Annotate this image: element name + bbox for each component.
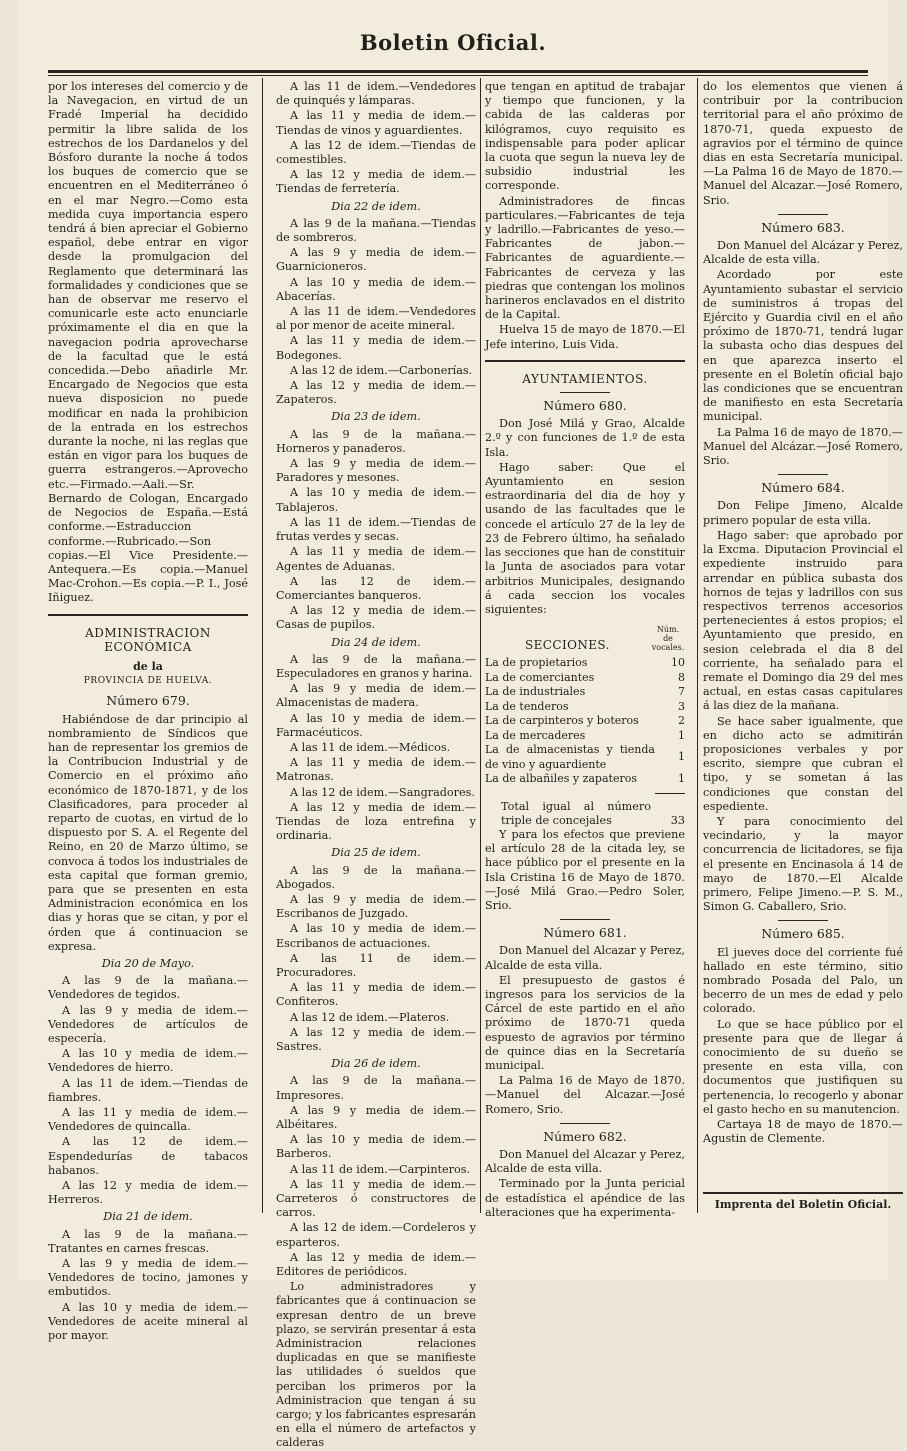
schedule-list [276, 80, 476, 197]
section-vocales: 8 [678, 670, 685, 684]
notice-heading: Don José Milá y Grao, Alcalde 2.º y con funciones de 1.º de esta Isla. [485, 417, 685, 459]
schedule-item: A las 10 y media de idem.—Vendedores de hierro. [48, 1047, 248, 1075]
section-row [485, 729, 685, 744]
schedule-item: A las 11 y media de idem.—Confiteros. [276, 981, 476, 1009]
day-heading: Dia 20 de Mayo. [101, 956, 195, 970]
notice-heading: Don Manuel del Alcázar y Perez, Alcalde de esta villa. [703, 239, 903, 267]
schedule-item: A las 12 de idem.—Cordeleros y esparteros. [276, 1221, 476, 1249]
section-rule [485, 360, 685, 362]
section-title: AYUNTAMIENTOS. [522, 371, 648, 386]
notice-number: Número 685. [761, 926, 845, 942]
schedule-item: A las 9 de la mañana.—Impresores. [276, 1074, 476, 1102]
notice-body: Lo que se hace público por el presente para que de llegar á conocimiento de su dueño se presente en esta villa, con documentos que justifiquen su pertenencia, lo recogerlo y abonar el gasto hecho en su manutencion. [703, 1017, 903, 1116]
section-name: La de almacenistas y tienda de vino y aguardiente [485, 743, 655, 771]
schedule-item: A las 9 y media de idem.—Almacenistas de madera. [276, 682, 476, 710]
schedule-item: A las 11 de idem.—Vendedores al por menor de aceite mineral. [276, 305, 476, 333]
schedule-list [276, 653, 476, 844]
section-row [485, 714, 685, 729]
schedule-item: A las 11 de idem.—Carpinteros. [290, 1162, 471, 1176]
schedule-item: A las 9 y media de idem.—Escribanos de Juzgado. [276, 892, 476, 921]
signature: Cartaya 18 de mayo de 1870.—Agustin de Clemente. [703, 1118, 903, 1146]
day-heading: Dia 25 de idem. [331, 846, 421, 860]
schedule-item: A las 12 de idem.—Plateros. [290, 1010, 450, 1024]
top-rule [48, 70, 868, 76]
schedule-item: A las 11 y media de idem.—Matronas. [276, 756, 476, 784]
schedule-item: A las 11 de idem.—Procuradores. [276, 951, 476, 979]
notice-number: Número 682. [543, 1128, 627, 1144]
section-title: ADMINISTRACION ECONÓMICA [85, 625, 211, 654]
article-continuation: que tengan en aptitud de trabajar y tiempo que funcionen, y la cabida de las calderas por kilógramos, cuyo requisito es indispensable para poder aplicar la cuota que segun la nueva ley de subsidio industrial les corresponde. [485, 80, 685, 193]
schedule-item: A las 11 de idem.—Vendedores de quinqués y lámparas. [276, 80, 476, 108]
notice-number: Número 683. [761, 219, 845, 235]
signature: La Palma 16 de Mayo de 1870.—Manuel del Alcazar.—José Romero, Srio. [485, 1074, 685, 1116]
schedule-item: A las 9 y media de idem.—Guarnicioneros. [276, 246, 476, 274]
schedule-item: A las 11 de idem.—Tiendas de fiambres. [48, 1076, 248, 1104]
notice-body: Terminado por la Junta pericial de estadística el apéndice de las alteraciones que ha experimenta- [485, 1177, 685, 1219]
schedule-item: A las 11 y media de idem.—Tiendas de vinos y aguardientes. [276, 109, 476, 137]
section-row [485, 743, 685, 772]
notice-number: Número 684. [761, 480, 845, 496]
section-row [485, 671, 685, 686]
section-vocales: 7 [678, 685, 685, 699]
section-name: La de propietarios [485, 656, 588, 670]
notice-body: Habiéndose de dar principio al nombramiento de Síndicos que han de representar los gremios de la Contribucion Industrial y de Comercio en el próximo año económico de 1870-1871, y de los Clasificadores, para proceder al reparto de cuotas, en virtud de lo dispuesto por S. A. el Regente del Reino, en 20 de Marzo último, se convoca á todos los industriales de esta capital que forman gremio, para que se presenten en esta Administracion económica en los dias y horas que se citan, y por el órden que á continuacion se expresa. [48, 712, 248, 953]
short-rule [655, 793, 685, 794]
schedule-item: A las 12 y media de idem.—Tiendas de loza entrefina y ordinaria. [276, 800, 476, 843]
schedule-item: A las 12 de idem.—Comerciantes banqueros. [276, 574, 476, 602]
section-vocales: 1 [678, 772, 685, 786]
column-2 [276, 80, 476, 1450]
schedule-item: A las 9 de la mañana.—Horneros y panaderos. [276, 427, 476, 455]
sections-header [485, 625, 685, 652]
day-heading: Dia 24 de idem. [331, 635, 421, 649]
schedule-item: A las 10 y media de idem.—Escribanos de actuaciones. [276, 922, 476, 950]
sections-table [485, 656, 685, 787]
short-rule [560, 392, 610, 393]
column-divider [480, 78, 481, 1213]
section-name: La de albañiles y zapateros [485, 772, 637, 786]
notice-body: Hago saber: que aprobado por la Excma. Diputacion Provincial el expediente instruido para arrendar en pública subasta dos hornos de tejas y ladrillos con sus respectivos terrenos accesorios pertenecientes á estos propios; el Ayuntamiento que presido, en sesion celebrada el dia 8 del corriente, ha señalado para el remate el Domingo dia 29 del mes actual, en estas casas capitulares á las diez de la mañana. [703, 528, 903, 713]
day-heading: Dia 26 de idem. [331, 1057, 421, 1071]
short-rule [560, 919, 610, 920]
section-name: La de mercaderes [485, 728, 586, 742]
schedule-item: A las 10 y media de idem.—Farmacéuticos. [276, 711, 476, 739]
section-vocales: 1 [678, 728, 685, 742]
schedule-item: A las 10 y media de idem.—Tablajeros. [276, 486, 476, 514]
sections-title: SECCIONES. [525, 637, 610, 652]
schedule-item: A las 9 de la mañana.—Abogados. [276, 863, 476, 891]
schedule-item: A las 12 de idem.—Espendedurías de tabacos habanos. [48, 1135, 248, 1177]
schedule-item: A las 11 de idem.—Tiendas de frutas verdes y secas. [276, 515, 476, 544]
notice-number: Número 681. [543, 925, 627, 941]
short-rule [778, 214, 828, 215]
printer-footer: Imprenta del Boletin Oficial. [703, 1192, 903, 1211]
schedule-list [48, 974, 248, 1207]
day-heading: Dia 21 de idem. [103, 1210, 193, 1224]
notice-body: Y para los efectos que previene el artículo 28 de la citada ley, se hace público por el presente en la Isla Cristina 16 de Mayo de 1870.—José Milá Grao.—Pedro Soler, Srio. [485, 828, 685, 913]
sections-count-header: Núm. de vocales. [651, 625, 685, 653]
column-divider [697, 78, 698, 1213]
notice-body: Y para conocimiento del vecindario, y la mayor concurrencia de licitadores, se fija el presente en Encinasola á 14 de mayo de 1870.—El Alcalde primero, Felipe Jimeno.—P. S. M., Simon G. Caballero, Srio. [703, 814, 903, 914]
schedule-item: A las 11 y media de idem.—Bodegones. [276, 334, 476, 362]
total-label: Total igual al número triple de concejales [501, 799, 651, 827]
column-1 [48, 80, 248, 1343]
schedule-item: A las 12 y media de idem.—Casas de pupilos. [276, 604, 476, 632]
short-rule [560, 1123, 610, 1124]
day-heading: Dia 23 de idem. [331, 410, 421, 424]
schedule-item: A las 9 de la mañana.—Vendedores de tegidos. [48, 974, 248, 1002]
section-name: La de comerciantes [485, 670, 595, 684]
section-vocales: 1 [678, 750, 685, 764]
section-row [485, 685, 685, 700]
column-4 [703, 80, 903, 1220]
notice-number: Número 680. [543, 398, 627, 414]
column-divider [262, 78, 263, 1213]
schedule-list [276, 217, 476, 408]
signature: La Palma 16 de mayo de 1870.—Manuel del Alcázar.—José Romero, Srio. [703, 425, 903, 468]
schedule-item: A las 9 de la mañana.—Tiendas de sombreros. [276, 216, 476, 245]
section-name: La de industriales [485, 685, 586, 699]
schedule-item: A las 10 y media de idem.—Vendedores de aceite mineral al por mayor. [48, 1300, 248, 1343]
section-name: La de carpinteros y boteros [485, 714, 639, 728]
schedule-item: A las 9 y media de idem.—Vendedores de artículos de especería. [48, 1003, 248, 1045]
short-rule [778, 920, 828, 921]
notice-number: Número 679. [106, 693, 190, 709]
article-continuation: por los intereses del comercio y de la Navegacion, en virtud de un Fradé Imperial ha decidido permitir la libre salida de los estrechos de los Dardanelos y del Bósforo durante la noche á todos los buques de comercio que se encuentren en el Mediterráneo ó en el mar Negro.—Como esta medida cuya importancia espero tendrá á bien apreciar el Gobierno español, debe entrar en vigor desde la promulgacion del Reglamento que determinará las formalidades y condiciones que se han de observar me reservo el comunicarle este acto enunciarle próximamente el dia en que la navegacion podria aprovecharse de la facultad que le está concedida.—Debo añadirle Mr. Encargado de Negocios que esta nueva disposicion no puede modificar en nada la prohibicion de la entrada en los estrechos durante la noche, ni las reglas que están en vigor para los buques de guerra estrangeros.—Aprovecho etc.—Firmado.—Aali.—Sr. Bernardo de Cologan, Encargado de Negocios de España.—Está conforme.—Estraduccion conforme.—Rubricado.—Son copias.—El Vice Presidente.—Antequera.—Es copia.—Manuel Mac-Crohon.—Es copia.—P. I., José Iñiguez. [48, 80, 248, 605]
schedule-item: A las 12 de idem.—Tiendas de comestibles. [276, 138, 476, 167]
schedule-item: A las 12 y media de idem.—Tiendas de ferretería. [276, 168, 476, 196]
schedule-item: A las 11 y media de idem.—Carreteros ó constructores de carros. [276, 1177, 476, 1220]
day-heading: Dia 22 de idem. [331, 199, 421, 213]
schedule-item: A las 12 de idem.—Carbonerías. [290, 363, 473, 377]
section-vocales: 3 [678, 699, 685, 713]
notice-body: El presupuesto de gastos é ingresos para los servicios de la Cárcel de este partido en el año próximo de 1870-71 queda espuesto de agravios por término de quince dias en la Secretaría municipal. [485, 973, 685, 1073]
admin-list: Administradores de fincas particulares.—Fabricantes de teja y ladrillo.—Fabricantes de yeso.—Fabricantes de jabon.—Fabricantes de aguardiente.—Fabricantes de cerveza y las piedras que contengan los molinos harineros enclavados en el distrito de la Capital. [485, 194, 685, 322]
schedule-item: A las 9 y media de idem.—Paradores y mesones. [276, 457, 476, 485]
schedule-item: A las 11 y media de idem.—Agentes de Aduanas. [276, 545, 476, 573]
section-row [485, 700, 685, 715]
schedule-item: A las 10 y media de idem.—Barberos. [276, 1133, 476, 1161]
masthead: Boletin Oficial. [359, 30, 547, 55]
schedule-item: A las 9 de la mañana.—Tratantes en carnes frescas. [48, 1227, 248, 1255]
column-3 [485, 80, 685, 1220]
schedule-item: A las 12 y media de idem.—Herreros. [48, 1179, 248, 1207]
section-vocales: 10 [671, 656, 685, 670]
notice-body: Se hace saber igualmente, que en dicho acto se admitirán proposiciones verbales y por escrito, siempre que cubran el tipo, y se sometan á las condiciones que constan del espediente. [703, 714, 903, 813]
schedule-list [276, 1074, 476, 1279]
schedule-item: A las 11 de idem.—Médicos. [290, 740, 451, 754]
section-name: La de tenderos [485, 699, 569, 713]
notice-body: El jueves doce del corriente fué hallado en este término, sitio nombrado Posada del Palo, un becerro de un mes de edad y pelo colorado. [703, 945, 903, 1016]
notice-body: Acordado por este Ayuntamiento subastar el servicio de suministros á tropas del Ejército y Guardia civil en el año próximo de 1870-71, tendrá lugar la subasta ocho dias despues del en que aparezca inserto el presente en el Boletín oficial bajo las condiciones que se encuentran de manifiesto en esta Secretaría municipal. [703, 268, 903, 424]
schedule-item: A las 10 y media de idem.—Abacerías. [276, 275, 476, 303]
notice-heading: Don Manuel del Alcazar y Perez, Alcalde de esta villa. [485, 944, 685, 972]
notice-heading: Don Manuel del Alcazar y Perez, Alcalde de esta villa. [485, 1148, 685, 1176]
schedule-item: A las 12 y media de idem.—Editores de periódicos. [276, 1250, 476, 1279]
section-province: PROVINCIA DE HUELVA. [83, 676, 213, 687]
schedule-list [276, 428, 476, 633]
closing-paragraph: Lo administradores y fabricantes que á continuacion se expresan dentro de un breve plazo, se servirán presentar á esta Administracion relaciones duplicadas en que se manifieste las utilidades ó sueldos que perciban los primeros por la Administracion que tengan á su cargo; y los fabricantes espresarán en ella el número de artefactos y calderas [276, 1280, 476, 1450]
newspaper-page [18, 0, 903, 1450]
schedule-item: A las 9 y media de idem.—Albéitares. [276, 1103, 476, 1132]
section-row [485, 656, 685, 671]
sections-total [485, 800, 685, 828]
section-vocales: 2 [678, 714, 685, 728]
schedule-item: A las 9 y media de idem.—Vendedores de tocino, jamones y embutidos. [48, 1257, 248, 1299]
notice-heading: Don Felipe Jimeno, Alcalde primero popular de esta villa. [703, 499, 903, 527]
signature: Huelva 15 de mayo de 1870.—El Jefe interino, Luis Vida. [485, 323, 685, 351]
schedule-list [276, 864, 476, 1055]
total-value: 33 [670, 813, 685, 827]
section-de: de la [133, 659, 163, 673]
schedule-item: A las 9 de la mañana.—Especuladores en granos y harina. [276, 652, 476, 680]
schedule-list [48, 1228, 248, 1344]
schedule-item: A las 12 y media de idem.—Sastres. [276, 1025, 476, 1053]
schedule-item: A las 11 y media de idem.—Vendedores de quincalla. [48, 1106, 248, 1134]
section-row [485, 772, 685, 787]
notice-body: Hago saber: Que el Ayuntamiento en sesion estraordinaria del dia de hoy y usando de las facultades que le concede el artículo 27 de la ley de 23 de Febrero último, ha señalado las secciones que han de constituir la Junta de asociados para votar arbitrios Municipales, designando á cada seccion los vocales siguientes: [485, 460, 685, 616]
schedule-item: A las 12 y media de idem.—Zapateros. [276, 379, 476, 407]
article-continuation: do los elementos que vienen á contribuir por la contribucion territorial para el año próximo de 1870-71, queda expuesto de agravios por el término de quince dias en esta Secretaría municipal.—La Palma 16 de Mayo de 1870.—Manuel del Alcazar.—José Romero, Srio. [703, 80, 903, 207]
short-rule [778, 474, 828, 475]
schedule-item: A las 12 de idem.—Sangradores. [290, 785, 475, 799]
section-rule [48, 614, 248, 616]
